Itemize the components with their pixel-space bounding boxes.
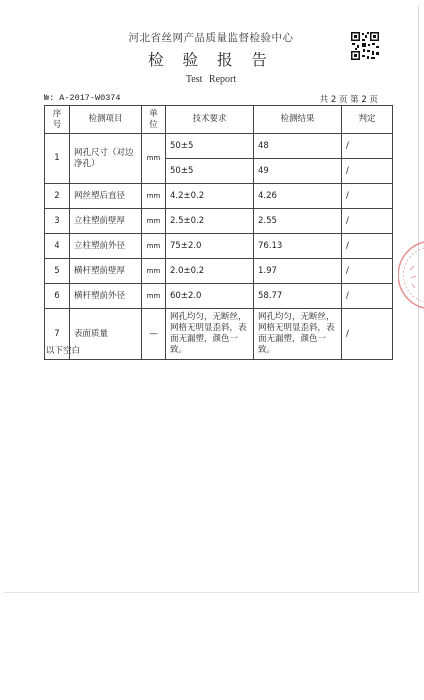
cell-judgement: / [342, 259, 393, 284]
col-header-result: 检测结果 [254, 106, 342, 134]
cell-seq: 7 [45, 309, 70, 360]
table-header-row [45, 106, 393, 134]
table-row [45, 234, 393, 259]
cell-result: 58.77 [254, 284, 342, 309]
cell-item: 立柱塑前壁厚 [70, 209, 142, 234]
cell-item: 立柱塑前外径 [70, 234, 142, 259]
report-page [4, 6, 419, 593]
table-row [45, 259, 393, 284]
cell-item: 横杆塑前外径 [70, 284, 142, 309]
cell-item: 网丝塑后直径 [70, 184, 142, 209]
report-title-en: Test Report [185, 74, 237, 85]
cell-judgement: / [342, 159, 393, 184]
cell-requirement: 50±5 [166, 134, 254, 159]
cell-result: 49 [254, 159, 342, 184]
cell-judgement: / [342, 234, 393, 259]
cell-seq: 6 [45, 284, 70, 309]
cell-unit: — [142, 309, 166, 360]
official-seal-stamp [398, 240, 424, 310]
cell-unit: mm [142, 184, 166, 209]
cell-result: 1.97 [254, 259, 342, 284]
cell-requirement: 2.0±0.2 [166, 259, 254, 284]
cell-item: 网孔尺寸（对边净孔） [70, 134, 142, 184]
cell-requirement: 4.2±0.2 [166, 184, 254, 209]
cell-result: 4.26 [254, 184, 342, 209]
cell-judgement: / [342, 184, 393, 209]
cell-seq: 4 [45, 234, 70, 259]
cell-result: 48 [254, 134, 342, 159]
cell-unit: mm [142, 284, 166, 309]
organization-name: 河北省丝网产品质量监督检验中心 [128, 32, 294, 44]
col-header-item: 检测项目 [70, 106, 142, 134]
cell-seq: 1 [45, 134, 70, 184]
table-row [45, 134, 393, 159]
cell-unit: mm [142, 209, 166, 234]
cell-result: 网孔均匀，无断丝，网格无明显歪斜，表面无漏塑，颜色一致。 [254, 309, 342, 360]
cell-item: 表面质量 [70, 309, 142, 360]
cell-judgement: / [342, 209, 393, 234]
results-table [44, 105, 393, 360]
col-header-unit: 单位 [142, 106, 166, 134]
cell-judgement: / [342, 309, 393, 360]
cell-seq: 5 [45, 259, 70, 284]
col-header-seq: 序号 [45, 106, 70, 134]
cell-item: 横杆塑前壁厚 [70, 259, 142, 284]
report-number: №: A-2017-W0374 [44, 93, 121, 103]
table-row [45, 209, 393, 234]
cell-unit: mm [142, 134, 166, 184]
table-row [45, 309, 393, 360]
cell-judgement: / [342, 134, 393, 159]
cell-requirement: 2.5±0.2 [166, 209, 254, 234]
col-header-judgement: 判定 [342, 106, 393, 134]
report-title-cn: 检 验 报 告 [148, 51, 274, 69]
cell-requirement: 50±5 [166, 159, 254, 184]
col-header-requirement: 技术要求 [166, 106, 254, 134]
cell-unit: mm [142, 234, 166, 259]
cell-result: 76.13 [254, 234, 342, 259]
page-indicator: 共 2 页 第 2 页 [319, 95, 378, 105]
table-row [45, 284, 393, 309]
end-of-content-note: 以下空白 [46, 346, 81, 356]
cell-result: 2.55 [254, 209, 342, 234]
cell-judgement: / [342, 284, 393, 309]
cell-requirement: 60±2.0 [166, 284, 254, 309]
cell-unit: mm [142, 259, 166, 284]
cell-requirement: 75±2.0 [166, 234, 254, 259]
cell-seq: 2 [45, 184, 70, 209]
qr-code-icon [350, 31, 380, 61]
cell-requirement: 网孔均匀，无断丝，网格无明显歪斜，表面无漏塑，颜色一致。 [166, 309, 254, 360]
cell-seq: 3 [45, 209, 70, 234]
table-row [45, 184, 393, 209]
